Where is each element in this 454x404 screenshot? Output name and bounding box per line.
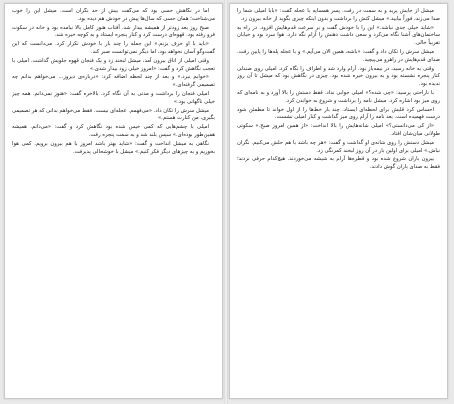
paragraph: امیلی فنجان را برداشت و مدتی به آن نگاه کرد. بالاخره گفت: «هنوز نمی‌دانم. همه چیز خیلی ناگهانی بود.»	[12, 90, 215, 105]
left-page	[4, 3, 223, 399]
paragraph: امیلی با چشم‌هایی که کمی خیس شده بود نگاهش کرد و گفت: «می‌دانم. همیشه همین‌طور بوده‌ای.» سپس بلند شد و به سمت پنجره رفت.	[12, 124, 215, 138]
paragraph: با ناراحتی پرسید: «چی شده؟» امیلی جوابی نداد. فقط دستش را بالا آورد و به نامه‌ای که روی میز بود اشاره کرد. میشل نامه را برداشت و شروع به خواندن کرد.	[237, 89, 440, 104]
paragraph: وقتی به خانه رسید، در نیمه‌باز بود. آرام وارد شد و اطراف را نگاه کرد. امیلی روی صندلی کنار پنجره نشسته بود و به بیرون خیره شده بود. چیزی در نگاهش بود که میشل تا آن روز ندیده بود.	[237, 65, 440, 88]
paragraph: «خوابم نبرد.» و بعد از چند لحظه اضافه کرد: «درباره‌ی دیروز... می‌خواهم بدانم چه تصمیمی گرفته‌ای.»	[12, 74, 215, 89]
paragraph: میشل از جایش پرید و به سمت در رفت. پسر همسایه با عجله گفت: «بابا امیلی شما را صدا می‌زند، فوراً بیایید.» میشل کتش را برداشت و بدون اینکه چیزی بگوید از خانه بیرون زد.	[237, 8, 440, 22]
paragraph: وقتی امیلی از اتاق بیرون آمد، میشل لبخند زد و یک فنجان قهوه جلویش گذاشت. امیلی با تعجب نگاهش کرد و گفت: «امروز خیلی زود بیدار شدی.»	[12, 57, 215, 72]
paragraph: اما در نگاهش حسی بود که می‌گفت بیش از حد نگران است. میشل این را خوب می‌شناخت؛ همان حسی که سال‌ها پیش در خودش هم دیده بود.	[12, 8, 215, 22]
paragraph: میشل دستش را روی شانه‌ی او گذاشت و گفت: «هر چه باشد با هم حلش می‌کنیم. نگران نباش.» امیلی برای اولین بار در آن روز لبخند کمرنگی زد.	[237, 139, 440, 154]
paragraph: «شاید خیلی جدی نباشد.» این را با خودش گفت و بر سرعت قدم‌هایش افزود. در راه به ساختمان‌های آشنا نگاه می‌کرد و سعی داشت ذهنش را آرام نگه دارد. هوا سرد بود و خیابان تقریباً خالی.	[237, 24, 440, 47]
paragraph: «باید با او حرف بزنم.» این جمله را چند بار با خودش تکرار کرد. می‌دانست که این گفت‌وگو آسان نخواهد بود، اما دیگر نمی‌توانست صبر کند.	[12, 41, 215, 55]
paragraph: صبح روز بعد زودتر از همیشه بیدار شد. آفتاب هنوز کامل بالا نیامده بود و خانه در سکوت فرو رفته بود. قهوه‌ای درست کرد و کنار پنجره ایستاد و به کوچه خیره شد.	[12, 24, 215, 39]
left-page-text	[12, 8, 215, 386]
paragraph: میشل سرش را تکان داد. «می‌فهمم. عجله‌ای نیست. فقط می‌خواهم بدانی که هر تصمیمی بگیری، من کنارت هستم.»	[12, 107, 215, 122]
right-page-text	[237, 8, 440, 386]
paragraph: میشل سرش را تکان داد و گفت: «باشه، همین الان می‌آیم.» و با عجله پله‌ها را پایین رفت. صدای قدم‌هایش در راهرو می‌پیچید.	[237, 48, 440, 63]
paragraph: نگاهی به میشل انداخت و گفت: «شاید بهتر باشد امروز با هم بیرون برویم. کمی هوا بخوریم و به چیزهای دیگر فکر کنیم.» میشل با خوشحالی پذیرفت.	[12, 140, 215, 155]
paragraph: احساس کرد قلبش برای لحظه‌ای ایستاد. چند بار خط‌ها را از اول خواند تا مطمئن شود درست فهمیده است. بعد نامه را آرام روی میز گذاشت و کنار امیلی نشست.	[237, 106, 440, 121]
paragraph: بیرون باران شروع شده بود و قطره‌ها آرام به شیشه می‌خوردند. هیچ‌کدام حرفی نزدند؛ فقط به صدای باران گوش دادند.	[237, 156, 440, 171]
right-page	[229, 3, 448, 399]
paragraph: «از کی می‌دانستی؟» امیلی شانه‌هایش را بالا انداخت: «از همین امروز صبح.» سکوتی طولانی میان‌شان افتاد.	[237, 123, 440, 137]
book-gutter	[224, 0, 228, 404]
